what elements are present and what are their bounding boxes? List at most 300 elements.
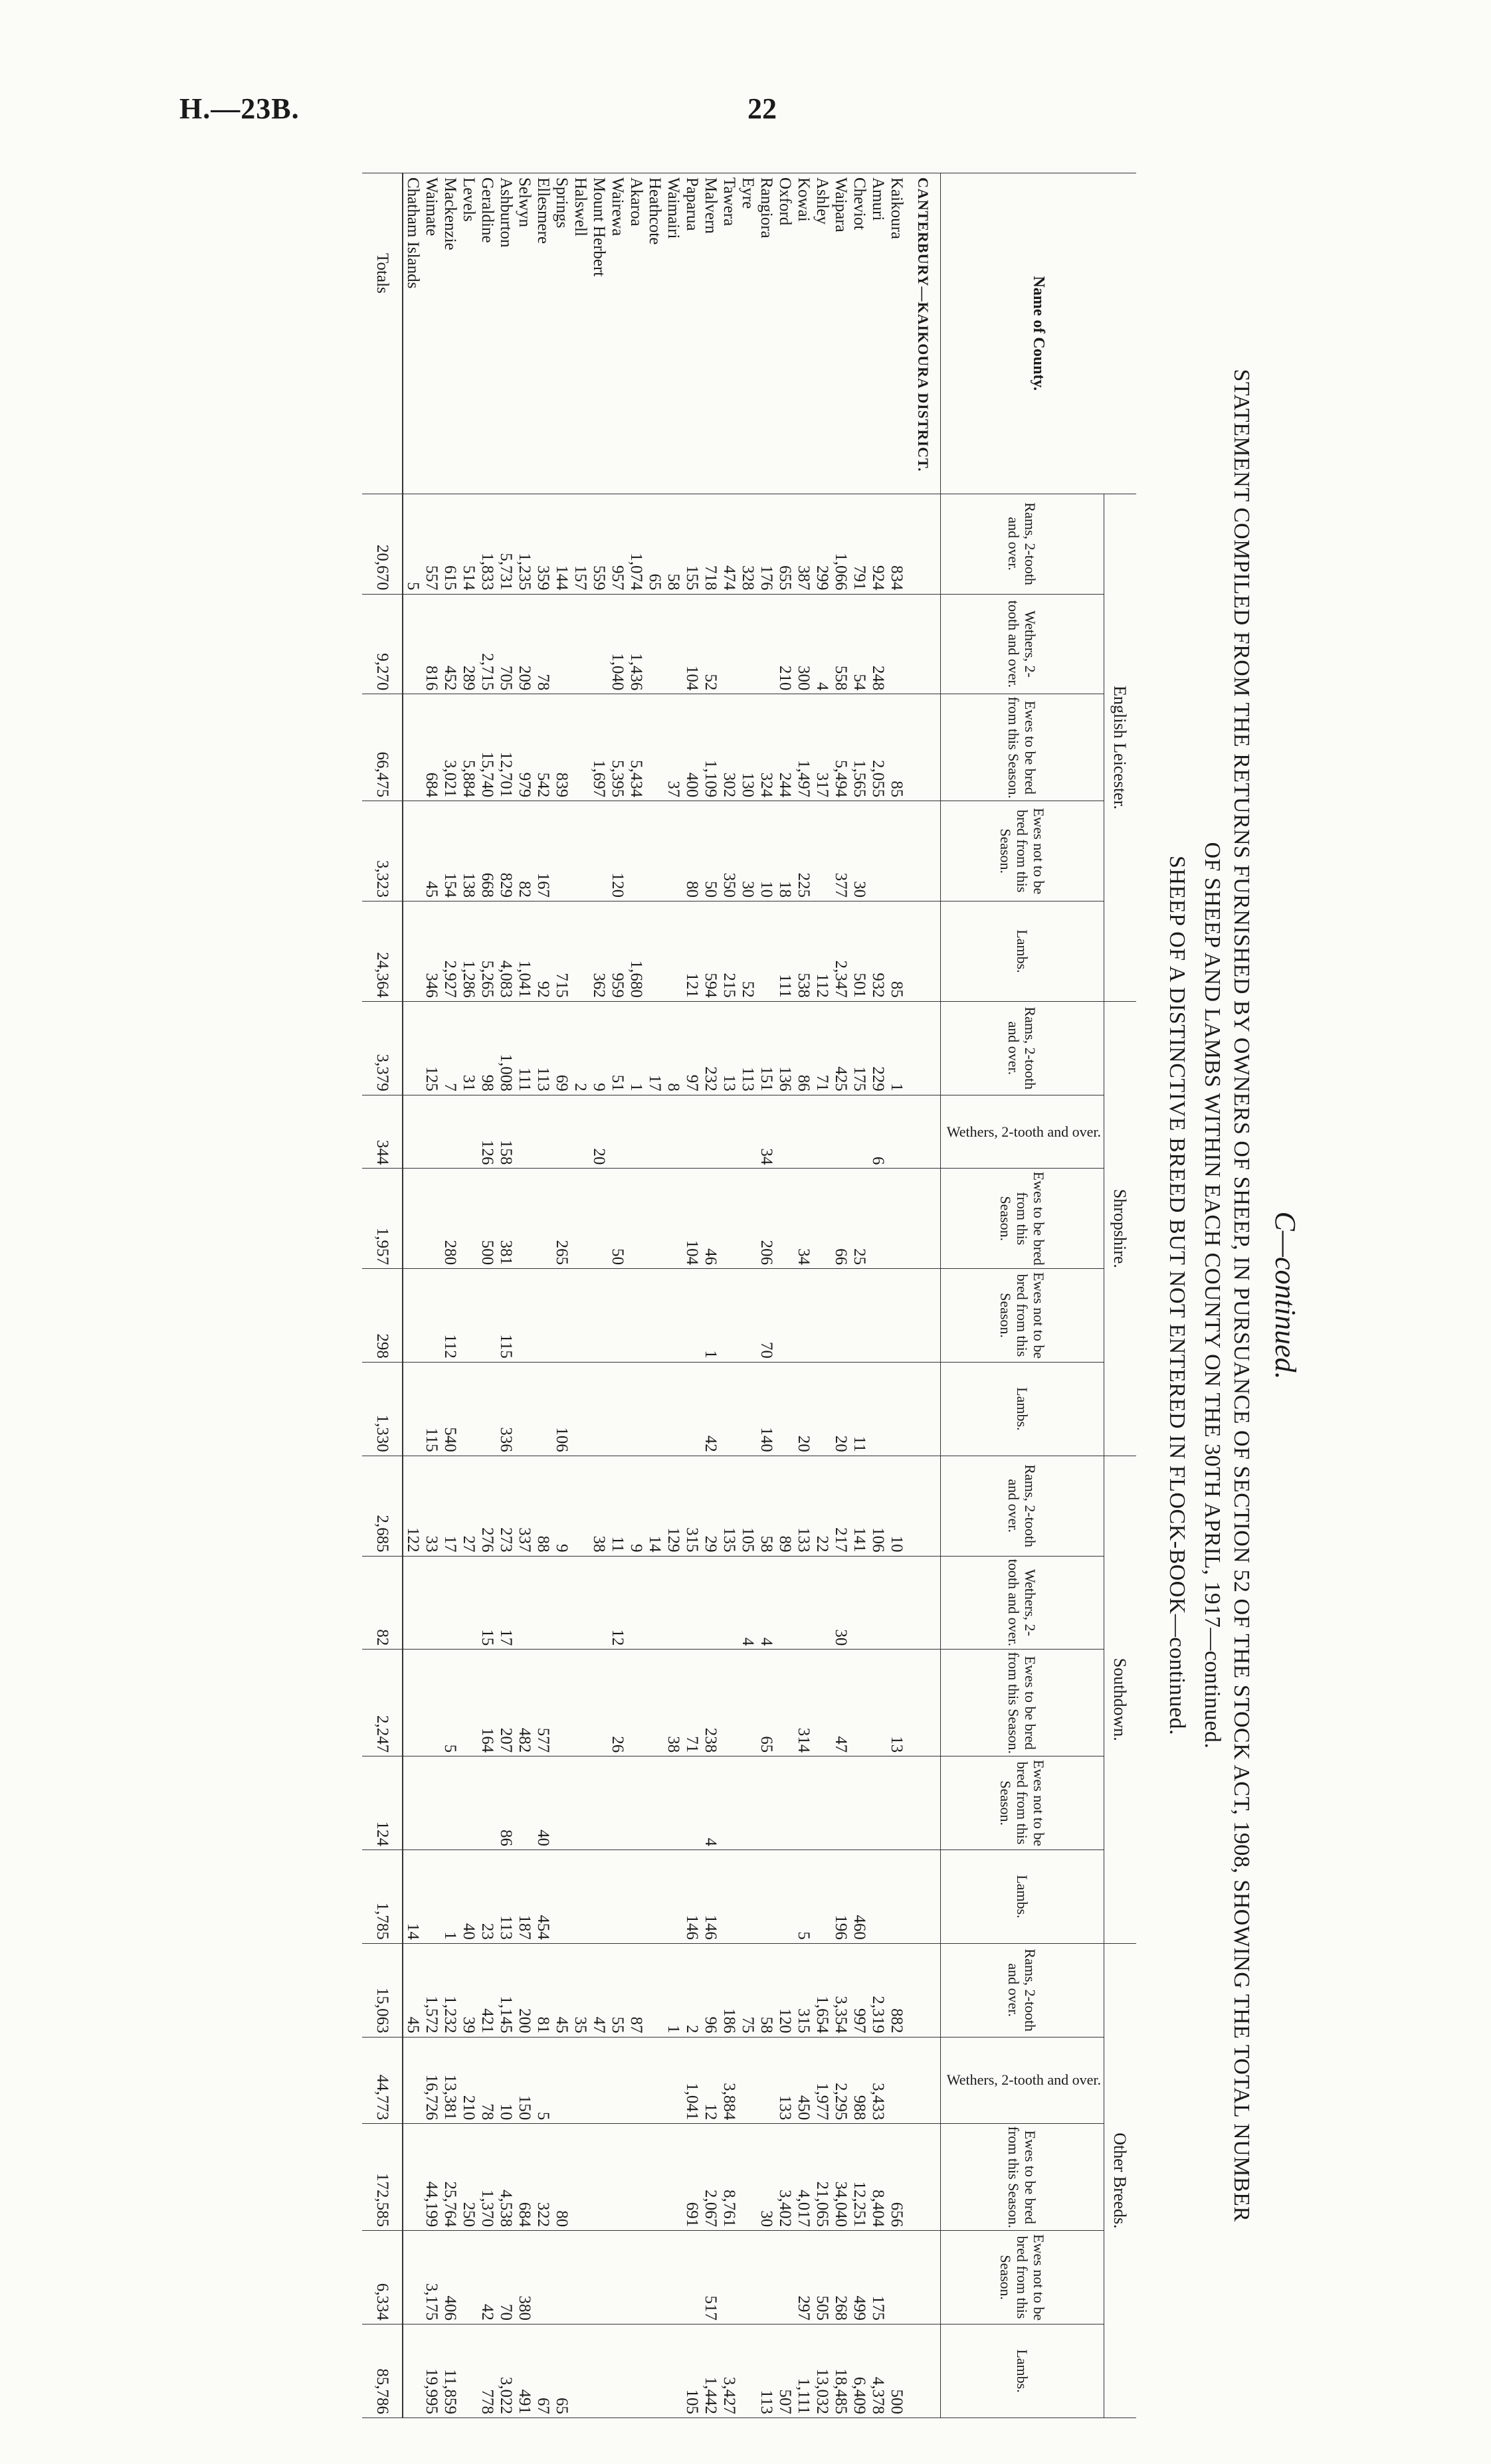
table-cell: 268: [831, 2231, 850, 2324]
district-heading: CANTERBURY—KAIKOURA DISTRICT.: [906, 173, 941, 494]
table-cell: 136: [775, 1001, 794, 1095]
table-cell: [552, 1850, 571, 1944]
table-cell: 206: [757, 1169, 775, 1269]
table-row: [682, 173, 701, 2418]
total-cell: 3,379: [362, 1001, 403, 1095]
table-cell: 167: [534, 801, 552, 901]
table-cell: 17: [496, 1556, 515, 1650]
table-cell: 3,022: [496, 2324, 515, 2418]
table-cell: 684: [515, 2124, 534, 2231]
table-cell: [664, 901, 682, 1002]
table-cell: 35: [571, 1943, 589, 2037]
table-cell: 113: [757, 2324, 775, 2418]
table-cell: [403, 1756, 422, 1850]
table-cell: 8,404: [868, 2124, 887, 2231]
total-cell: 1,957: [362, 1169, 403, 1269]
table-cell: 1,565: [850, 694, 868, 801]
table-cell: 51: [608, 1001, 627, 1095]
table-cell: 196: [831, 1850, 850, 1944]
col-sh-ewes-not: Ewes not to be bred from this Season.: [940, 1269, 1104, 1363]
table-cell: [645, 594, 664, 694]
table-cell: 715: [552, 901, 571, 1002]
spacer-cell: [906, 1362, 941, 1456]
table-cell: [682, 1269, 701, 1363]
table-cell: 115: [422, 1362, 441, 1456]
table-cell: 337: [515, 1456, 534, 1556]
table-cell: [813, 1650, 831, 1756]
table-cell: 15: [478, 1556, 496, 1650]
table-cell: [608, 2231, 627, 2324]
table-cell: [738, 2231, 757, 2324]
table-cell: 2,319: [868, 1943, 887, 2037]
table-cell: 400: [682, 694, 701, 801]
rotated-table-sheet: [259, 166, 1355, 2425]
table-cell: [720, 1269, 738, 1363]
table-cell: 229: [868, 1001, 887, 1095]
table-cell: 45: [552, 1943, 571, 2037]
table-cell: 104: [682, 594, 701, 694]
table-cell: [794, 1756, 813, 1850]
table-cell: 1,066: [831, 494, 850, 594]
table-cell: 85: [887, 901, 906, 1002]
table-cell: 839: [552, 694, 571, 801]
table-cell: 350: [720, 801, 738, 901]
table-cell: [664, 1850, 682, 1944]
table-cell: 1,109: [701, 694, 720, 801]
table-cell: [645, 694, 664, 801]
total-cell: 6,334: [362, 2231, 403, 2324]
table-cell: [757, 594, 775, 694]
table-cell: 210: [459, 2037, 478, 2124]
table-cell: 11: [608, 1456, 627, 1556]
col-el-rams: Rams, 2-tooth and over.: [940, 494, 1104, 594]
table-cell: 30: [757, 2124, 775, 2231]
table-cell: 668: [478, 801, 496, 901]
col-ob-ewes-bred: Ewes to be bred from this Season.: [940, 2124, 1104, 2231]
table-cell: 8,761: [720, 2124, 738, 2231]
table-row: [441, 173, 459, 2418]
table-cell: [813, 1269, 831, 1363]
table-cell: 328: [738, 494, 757, 594]
table-cell: 2,715: [478, 594, 496, 694]
spacer-cell: [906, 801, 941, 901]
table-cell: 85: [887, 694, 906, 801]
table-cell: 1,232: [441, 1943, 459, 2037]
table-cell: [478, 1269, 496, 1363]
table-cell: 1,041: [515, 901, 534, 1002]
table-cell: 129: [664, 1456, 682, 1556]
spacer-cell: [906, 494, 941, 594]
table-cell: 594: [701, 901, 720, 1002]
table-cell: 1,235: [515, 494, 534, 594]
table-cell: [552, 1095, 571, 1169]
total-cell: 344: [362, 1095, 403, 1169]
table-cell: 130: [738, 694, 757, 801]
col-sh-lambs: Lambs.: [940, 1362, 1104, 1456]
table-cell: 25: [850, 1169, 868, 1269]
table-cell: 12: [608, 1556, 627, 1650]
col-ob-wethers: [940, 2037, 1104, 2124]
table-cell: [403, 2124, 422, 2231]
col-ob-ewes-not: Ewes not to be bred from this Season.: [940, 2231, 1104, 2324]
table-cell: [589, 2231, 608, 2324]
col-el-wethers: Wethers, 2-tooth and over.: [940, 594, 1104, 694]
table-cell: [422, 1095, 441, 1169]
table-cell: [589, 1850, 608, 1944]
table-cell: [403, 1095, 422, 1169]
table-row: [775, 173, 794, 2418]
table-cell: 1,145: [496, 1943, 515, 2037]
table-cell: 452: [441, 594, 459, 694]
total-cell: 172,585: [362, 2124, 403, 2231]
table-cell: [775, 1095, 794, 1169]
table-cell: [627, 2231, 645, 2324]
table-cell: [589, 1362, 608, 1456]
table-cell: [571, 1756, 589, 1850]
table-cell: 6: [868, 1095, 887, 1169]
table-cell: [441, 1756, 459, 1850]
table-cell: [571, 694, 589, 801]
table-cell: 11: [850, 1362, 868, 1456]
table-cell: [589, 2124, 608, 2231]
table-cell: [571, 1556, 589, 1650]
table-cell: [552, 1650, 571, 1756]
table-cell: [645, 901, 664, 1002]
table-cell: 538: [794, 901, 813, 1002]
table-cell: [664, 1362, 682, 1456]
table-cell: [608, 1269, 627, 1363]
table-cell: [738, 1169, 757, 1269]
county-name: Paparua: [682, 173, 701, 494]
total-cell: 82: [362, 1556, 403, 1650]
spacer-cell: [906, 594, 941, 694]
table-cell: [645, 1650, 664, 1756]
table-cell: 40: [534, 1756, 552, 1850]
table-cell: 37: [664, 694, 682, 801]
table-cell: [515, 1756, 534, 1850]
table-row: [571, 173, 589, 2418]
totals-row: [362, 173, 403, 2418]
table-cell: [794, 1269, 813, 1363]
table-cell: 491: [515, 2324, 534, 2418]
table-cell: [515, 1169, 534, 1269]
total-cell: 1,785: [362, 1850, 403, 1944]
table-cell: 52: [701, 594, 720, 694]
table-row: [478, 173, 496, 2418]
table-cell: [720, 1362, 738, 1456]
total-cell: 298: [362, 1269, 403, 1363]
table-cell: [608, 1095, 627, 1169]
county-name: Ashburton: [496, 173, 515, 494]
table-cell: 39: [459, 1943, 478, 2037]
table-cell: [627, 1169, 645, 1269]
table-cell: 362: [589, 901, 608, 1002]
table-cell: [794, 1095, 813, 1169]
table-cell: [403, 901, 422, 1002]
table-cell: 1,008: [496, 1001, 515, 1095]
table-cell: 346: [422, 901, 441, 1002]
table-cell: 3,433: [868, 2037, 887, 2124]
table-cell: 1,111: [794, 2324, 813, 2418]
county-name: Malvern: [701, 173, 720, 494]
table-cell: [589, 1169, 608, 1269]
table-cell: [850, 1756, 868, 1850]
table-cell: 82: [515, 801, 534, 901]
table-row: [589, 173, 608, 2418]
table-cell: [775, 1756, 794, 1850]
table-cell: 315: [794, 1943, 813, 2037]
table-cell: 2,055: [868, 694, 887, 801]
county-name: Chatham Islands: [403, 173, 422, 494]
table-cell: [720, 1556, 738, 1650]
table-cell: [720, 1095, 738, 1169]
table-cell: [627, 1650, 645, 1756]
spacer-cell: [906, 1095, 941, 1169]
table-cell: [720, 1756, 738, 1850]
table-cell: [571, 1169, 589, 1269]
table-cell: 7: [441, 1001, 459, 1095]
table-cell: 377: [831, 801, 850, 901]
table-cell: 9: [589, 1001, 608, 1095]
table-cell: [775, 1650, 794, 1756]
table-cell: 20: [831, 1362, 850, 1456]
total-cell: 24,364: [362, 901, 403, 1002]
table-cell: 21,065: [813, 2124, 831, 2231]
table-cell: [738, 1095, 757, 1169]
table-cell: 924: [868, 494, 887, 594]
table-cell: [645, 1169, 664, 1269]
table-cell: 1: [887, 1001, 906, 1095]
table-cell: [831, 1756, 850, 1850]
table-cell: 65: [645, 494, 664, 594]
table-cell: [571, 1269, 589, 1363]
table-cell: [589, 801, 608, 901]
county-name: Levels: [459, 173, 478, 494]
table-cell: [552, 1269, 571, 1363]
col-ob-rams: Rams, 2-tooth and over.: [940, 1943, 1104, 2037]
table-cell: [534, 1095, 552, 1169]
statement-title-line-1: STATEMENT COMPILED FROM THE RETURNS FURNISHED BY OWNERS OF SHEEP, IN PURSUANCE OF SECTION 52 OF THE STOCK ACT, 1908, SHOWING THE TOTAL NUMBER: [1229, 369, 1254, 2222]
col-sd-rams: Rams, 2-tooth and over.: [940, 1456, 1104, 1556]
table-cell: [738, 2037, 757, 2124]
table-cell: 26: [608, 1650, 627, 1756]
table-cell: [738, 1850, 757, 1944]
table-cell: [403, 2231, 422, 2324]
table-cell: 141: [850, 1456, 868, 1556]
table-cell: 89: [775, 1456, 794, 1556]
table-cell: 65: [757, 1650, 775, 1756]
table-row: [850, 173, 868, 2418]
table-cell: [627, 2324, 645, 2418]
table-cell: [552, 594, 571, 694]
table-cell: [422, 1269, 441, 1363]
table-cell: 12,251: [850, 2124, 868, 2231]
table-cell: [738, 2124, 757, 2231]
table-cell: 299: [813, 494, 831, 594]
table-cell: 27: [459, 1456, 478, 1556]
table-cell: [664, 2037, 682, 2124]
table-row: [701, 173, 720, 2418]
table-cell: [887, 1850, 906, 1944]
table-cell: 1,697: [589, 694, 608, 801]
table-cell: 52: [738, 901, 757, 1002]
table-cell: [664, 1269, 682, 1363]
table-row: [887, 173, 906, 2418]
table-cell: [738, 1650, 757, 1756]
table-cell: [645, 1850, 664, 1944]
table-cell: 1: [441, 1850, 459, 1944]
table-cell: 4,017: [794, 2124, 813, 2231]
table-cell: [645, 2037, 664, 2124]
table-cell: 979: [515, 694, 534, 801]
table-cell: 225: [794, 801, 813, 901]
table-cell: [608, 2124, 627, 2231]
table-cell: 126: [478, 1095, 496, 1169]
table-row: [757, 173, 775, 2418]
table-row: [627, 173, 645, 2418]
table-cell: 13: [887, 1650, 906, 1756]
table-cell: 58: [757, 1943, 775, 2037]
table-cell: 210: [775, 594, 794, 694]
table-cell: 42: [478, 2231, 496, 2324]
table-cell: [589, 1269, 608, 1363]
table-cell: 4,538: [496, 2124, 515, 2231]
table-cell: 33: [422, 1456, 441, 1556]
table-cell: 92: [534, 901, 552, 1002]
county-name: Waipara: [831, 173, 850, 494]
total-cell: 2,247: [362, 1650, 403, 1756]
table-cell: [422, 1169, 441, 1269]
table-cell: 78: [478, 2037, 496, 2124]
table-cell: [459, 1650, 478, 1756]
total-cell: 44,773: [362, 2037, 403, 2124]
total-cell: 20,670: [362, 494, 403, 594]
table-cell: 505: [813, 2231, 831, 2324]
table-cell: 120: [608, 801, 627, 901]
table-cell: 146: [701, 1850, 720, 1944]
table-cell: 3,021: [441, 694, 459, 801]
table-cell: [887, 1169, 906, 1269]
table-cell: 58: [757, 1456, 775, 1556]
table-cell: 96: [701, 1943, 720, 2037]
table-cell: 5: [534, 2037, 552, 2124]
table-cell: [608, 2037, 627, 2124]
table-cell: 104: [682, 1169, 701, 1269]
table-cell: [571, 1362, 589, 1456]
table-cell: [664, 1756, 682, 1850]
table-cell: [627, 1269, 645, 1363]
table-cell: 113: [534, 1001, 552, 1095]
table-cell: 47: [831, 1650, 850, 1756]
table-cell: 50: [701, 801, 720, 901]
table-cell: [682, 2231, 701, 2324]
table-cell: [887, 1556, 906, 1650]
table-cell: 5: [441, 1650, 459, 1756]
total-cell: 124: [362, 1756, 403, 1850]
table-cell: 244: [775, 694, 794, 801]
table-cell: 18: [775, 801, 794, 901]
table-cell: [515, 1362, 534, 1456]
table-cell: [422, 1650, 441, 1756]
table-cell: [403, 694, 422, 801]
table-cell: [682, 1362, 701, 1456]
table-cell: [720, 594, 738, 694]
table-cell: [645, 801, 664, 901]
table-cell: 1,370: [478, 2124, 496, 2231]
table-cell: 5,731: [496, 494, 515, 594]
table-cell: [868, 801, 887, 901]
table-cell: 5: [794, 1850, 813, 1944]
table-row: [664, 173, 682, 2418]
spacer-cell: [906, 694, 941, 801]
table-cell: 70: [757, 1269, 775, 1363]
table-cell: 164: [478, 1650, 496, 1756]
table-cell: 80: [682, 801, 701, 901]
table-cell: 421: [478, 1943, 496, 2037]
table-cell: [459, 1362, 478, 1456]
table-cell: 12: [701, 2037, 720, 2124]
table-cell: 40: [459, 1850, 478, 1944]
table-cell: 50: [608, 1169, 627, 1269]
table-cell: [478, 1756, 496, 1850]
table-cell: [738, 1269, 757, 1363]
table-cell: 97: [682, 1001, 701, 1095]
table-cell: [571, 594, 589, 694]
table-cell: 500: [887, 2324, 906, 2418]
table-cell: [627, 1362, 645, 1456]
table-cell: [589, 1556, 608, 1650]
table-cell: 11,859: [441, 2324, 459, 2418]
table-cell: [775, 1850, 794, 1944]
table-cell: [757, 2231, 775, 2324]
county-name: Kaikoura: [887, 173, 906, 494]
col-sh-wethers: [940, 1095, 1104, 1169]
table-cell: 4: [813, 594, 831, 694]
table-cell: 276: [478, 1456, 496, 1556]
statement-title-line-2: OF SHEEP AND LAMBS WITHIN EACH COUNTY ON THE 30TH APRIL, 1917—continued.: [1200, 842, 1225, 1749]
table-cell: 302: [720, 694, 738, 801]
table-cell: [831, 1269, 850, 1363]
table-cell: 324: [757, 694, 775, 801]
table-cell: 336: [496, 1362, 515, 1456]
table-cell: [645, 1269, 664, 1363]
spacer-cell: [906, 2324, 941, 2418]
table-cell: 54: [850, 594, 868, 694]
table-cell: 112: [441, 1269, 459, 1363]
col-sh-rams: Rams, 2-tooth and over.: [940, 1001, 1104, 1095]
table-cell: 238: [701, 1650, 720, 1756]
table-cell: 248: [868, 594, 887, 694]
table-cell: 17: [645, 1001, 664, 1095]
table-cell: [645, 1362, 664, 1456]
table-cell: 133: [794, 1456, 813, 1556]
table-cell: 656: [887, 2124, 906, 2231]
table-cell: 577: [534, 1650, 552, 1756]
table-cell: [831, 1095, 850, 1169]
table-cell: [887, 594, 906, 694]
table-cell: [571, 801, 589, 901]
table-cell: 4: [757, 1556, 775, 1650]
table-cell: 1,286: [459, 901, 478, 1002]
table-cell: 499: [850, 2231, 868, 2324]
table-cell: 387: [794, 494, 813, 594]
table-cell: [534, 1269, 552, 1363]
table-cell: [868, 1556, 887, 1650]
table-cell: 38: [664, 1650, 682, 1756]
statement-subtitle: SHEEP OF A DISTINCTIVE BREED BUT NOT ENTERED IN FLOCK-BOOK—continued.: [1165, 856, 1189, 1735]
table-cell: [664, 2324, 682, 2418]
table-cell: [459, 1756, 478, 1850]
